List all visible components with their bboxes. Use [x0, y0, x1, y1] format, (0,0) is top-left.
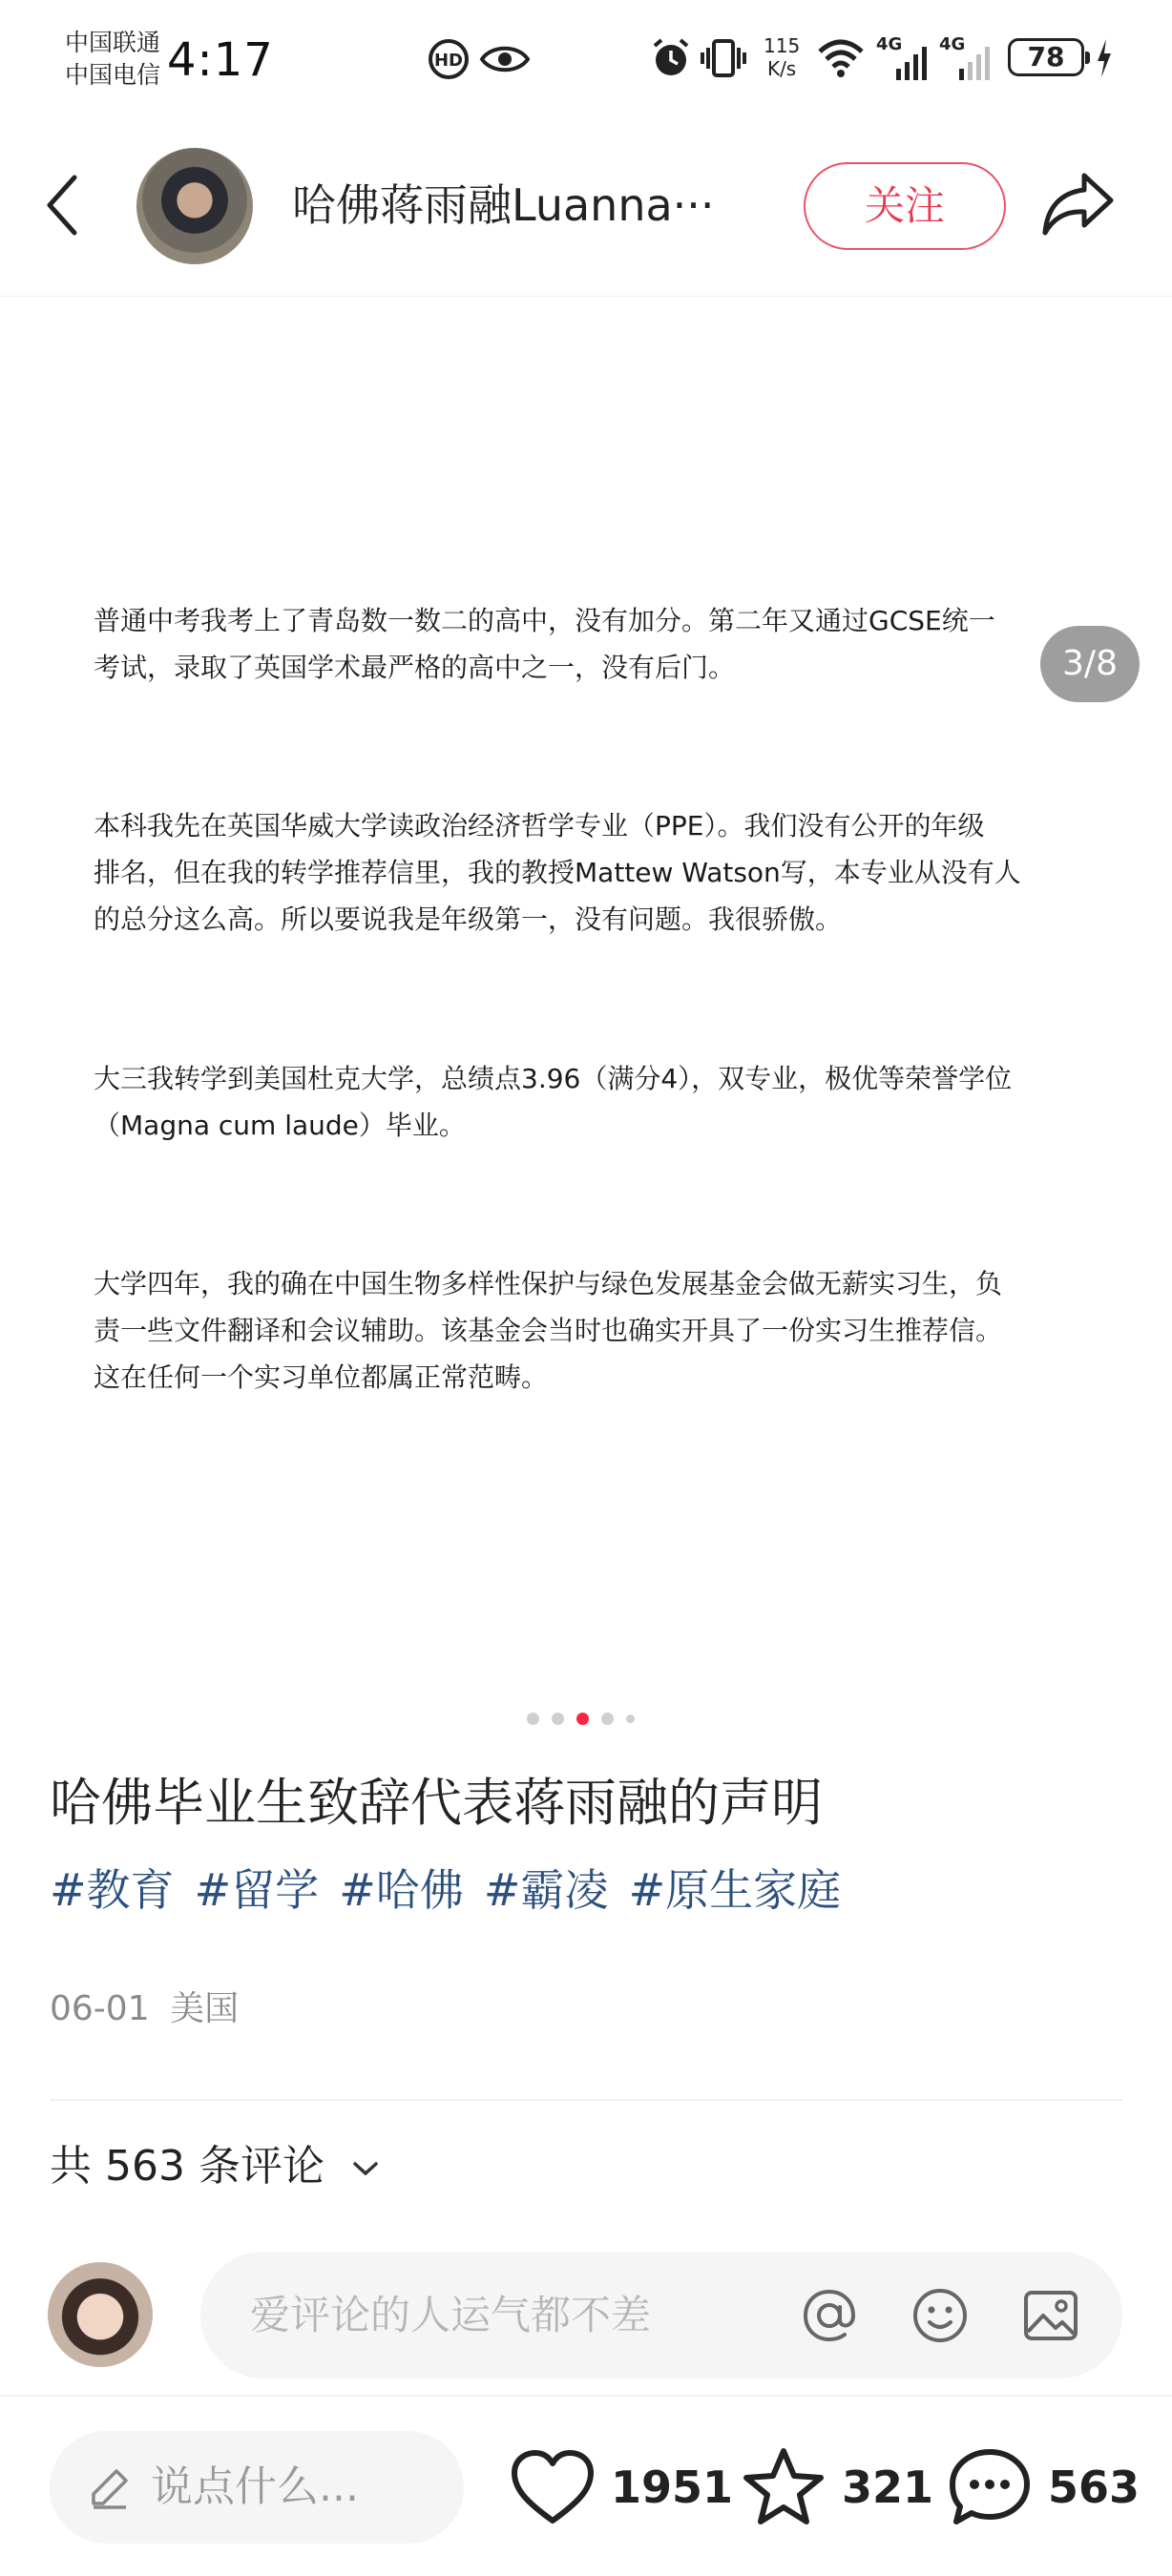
tag-link[interactable]: #教育 [50, 1864, 175, 1916]
back-arrow-icon[interactable] [42, 174, 84, 237]
carrier-2: 中国电信 [65, 61, 161, 89]
status-bar [0, 0, 1172, 114]
signal-bars-icon [958, 46, 993, 80]
carrier-info [65, 27, 160, 92]
paragraph-line: （Magna cum laude）毕业。 [94, 1110, 466, 1141]
battery-indicator: 78 [1008, 38, 1084, 76]
carousel-dot [527, 1713, 539, 1725]
paragraph-line: 大三我转学到美国杜克大学，总绩点3.96（满分4），双专业，极优等荣誉学位 [94, 1063, 1013, 1094]
tag-link[interactable]: #霸凌 [483, 1864, 609, 1916]
comment-count-toggle[interactable] [50, 2133, 380, 2200]
comment-bubble-icon [947, 2446, 1033, 2528]
my-avatar [48, 2262, 153, 2367]
heart-icon [510, 2448, 596, 2526]
comment-input[interactable] [200, 2252, 1122, 2379]
image-pager: 3/8 [1040, 626, 1140, 702]
image-carousel[interactable] [0, 297, 1172, 1747]
network-type-1: 4G [876, 34, 903, 54]
carrier-1: 中国联通 [65, 29, 161, 56]
paragraph-line: 这在任何一个实习单位都属正常范畴。 [94, 1361, 549, 1393]
paragraph-line: 的总分这么高。所以要说我是年级第一，没有问题。我很骄傲。 [94, 904, 843, 935]
pencil-icon [88, 2465, 132, 2509]
signal-icon [876, 34, 930, 80]
network-speed [764, 34, 800, 80]
post-date: 06-01 [50, 1989, 150, 2028]
paragraph-line: 排名，但在我的转学推荐信里，我的教授Mattew Watson写，本专业从没有人 [94, 857, 1021, 888]
post-location: 美国 [170, 1989, 240, 2028]
like-count: 1951 [611, 2462, 734, 2513]
hd-icon [428, 38, 470, 80]
paragraph-line: 考试，录取了英国学术最严格的高中之一，没有后门。 [94, 652, 736, 683]
paragraph-2 [94, 802, 1086, 943]
collect-button[interactable] [741, 2431, 934, 2544]
carousel-dot [626, 1714, 635, 1723]
signal-icon-2 [939, 34, 993, 80]
wifi-icon [817, 38, 865, 78]
say-placeholder: 说点什么... [151, 2462, 359, 2511]
eye-icon [479, 42, 531, 76]
author-avatar[interactable] [136, 148, 253, 264]
like-button[interactable] [510, 2431, 734, 2544]
network-type-2: 4G [939, 34, 966, 54]
comment-count: 563 [1048, 2462, 1141, 2513]
post-meta [50, 1981, 239, 2038]
comment-placeholder: 爱评论的人运气都不差 [250, 2292, 652, 2338]
comment-button[interactable] [947, 2431, 1141, 2544]
comments-count: 563 [105, 2142, 185, 2191]
follow-button[interactable]: 关注 [804, 162, 1006, 250]
comments-prefix: 共 [50, 2142, 92, 2191]
bottom-divider [0, 2395, 1172, 2397]
image-icon[interactable] [1019, 2284, 1082, 2347]
speed-value: 115 [764, 34, 801, 57]
tag-link[interactable]: #留学 [194, 1864, 320, 1916]
vibrate-icon [701, 36, 746, 80]
post-title: 哈佛毕业生致辞代表蒋雨融的声明 [50, 1773, 823, 1833]
tag-link[interactable]: #哈佛 [339, 1864, 464, 1916]
say-something-input[interactable] [50, 2431, 464, 2544]
content-divider [50, 2099, 1122, 2101]
author-name[interactable]: 哈佛蒋雨融Luanna··· [292, 179, 715, 231]
tag-link[interactable]: #原生家庭 [628, 1864, 842, 1916]
chevron-down-icon [351, 2159, 380, 2178]
speed-unit: K/s [766, 57, 797, 80]
comments-suffix: 条评论 [198, 2142, 324, 2191]
signal-bars-icon [895, 46, 930, 80]
emoji-icon[interactable] [909, 2284, 972, 2347]
svg-text:HD: HD [433, 51, 464, 71]
collect-count: 321 [842, 2462, 934, 2513]
paragraph-4 [94, 1260, 1086, 1401]
paragraph-line: 普通中考我考上了青岛数一数二的高中，没有加分。第二年又通过GCSE统一 [94, 605, 995, 636]
share-icon[interactable] [1040, 170, 1117, 239]
carousel-dot [601, 1713, 614, 1725]
alarm-icon [649, 36, 693, 80]
post-tags [50, 1857, 856, 1923]
status-time: 4:17 [167, 33, 274, 87]
star-icon [741, 2446, 827, 2528]
carousel-dot-active [576, 1713, 589, 1725]
charging-icon [1096, 38, 1113, 78]
paragraph-line: 本科我先在英国华威大学读政治经济哲学专业（PPE）。我们没有公开的年级 [94, 810, 985, 841]
paragraph-line: 大学四年，我的确在中国生物多样性保护与绿色发展基金会做无薪实习生，负 [94, 1268, 1003, 1299]
paragraph-1 [94, 597, 1086, 691]
paragraph-3 [94, 1055, 1086, 1149]
carousel-dot [552, 1713, 564, 1725]
paragraph-line: 责一些文件翻译和会议辅助。该基金会当时也确实开具了一份实习生推荐信。 [94, 1315, 1003, 1346]
at-icon[interactable] [798, 2284, 861, 2347]
